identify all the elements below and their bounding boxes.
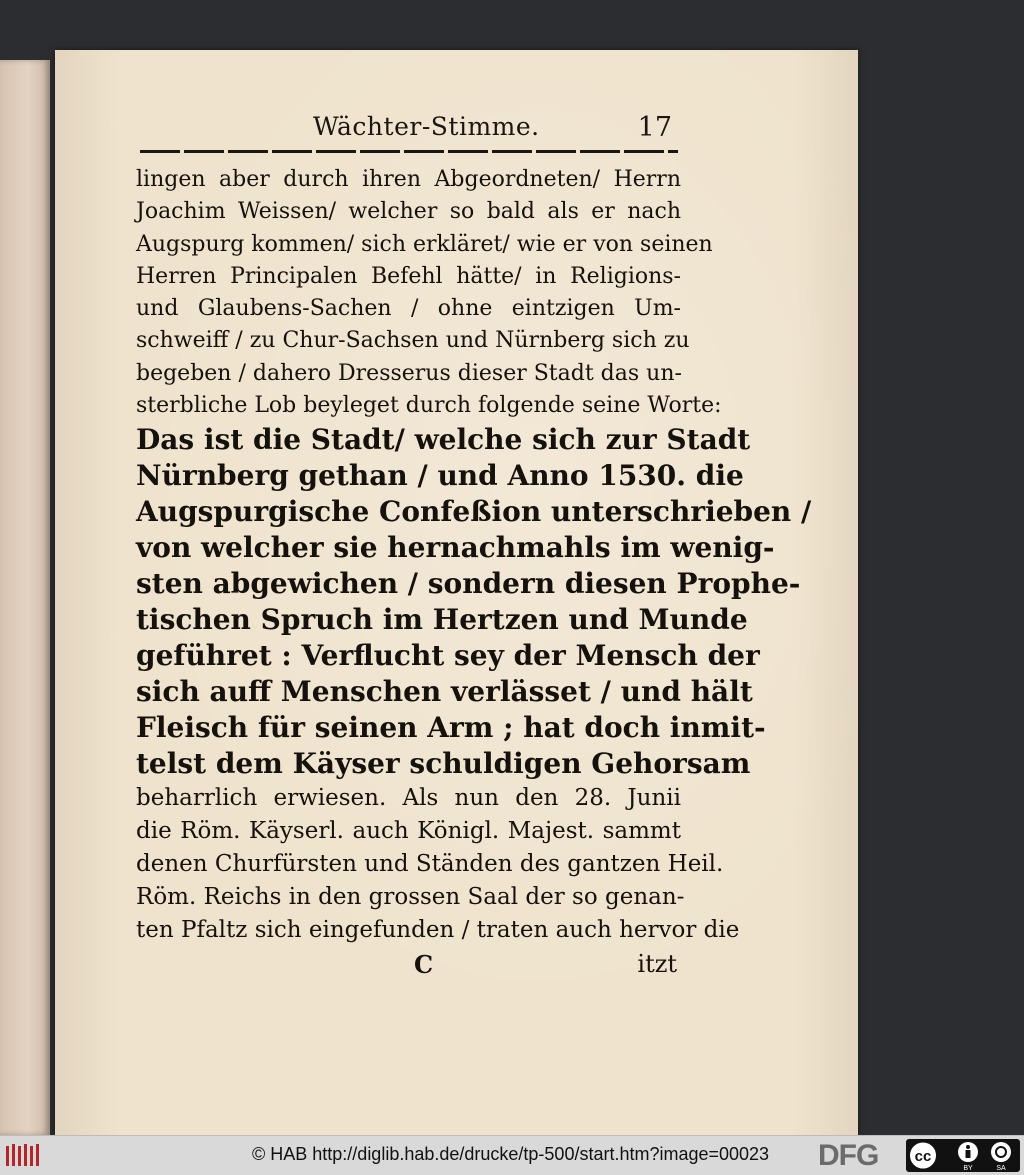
text-line: schweiff / zu Chur-Sachsen und Nürnberg sich zu: [136, 328, 690, 354]
signature-mark: C: [414, 950, 434, 979]
text-line: Röm. Reichs in den grossen Saal der so genan-: [136, 884, 685, 911]
body-text: [136, 164, 812, 947]
text-line: tischen Spruch im Hertzen und Munde: [136, 603, 748, 637]
text-line: lingen aber durch ihren Abgeordneten/ Herrn: [136, 167, 681, 192]
text-line: Augspurg kommen/ sich erkläret/ wie er von seinen: [136, 231, 713, 257]
creative-commons-icon: [909, 1142, 937, 1170]
text-line: telst dem Käyser schuldigen Gehorsam: [136, 747, 751, 781]
text-line: ten Pfaltz sich eingefunden / traten auch hervor die: [136, 917, 740, 944]
text-line: beharrlich erwiesen. Als nun den 28. Junii: [136, 785, 681, 812]
text-line: sich auff Menschen verlässet / und hält: [136, 675, 753, 709]
page-header: [140, 112, 680, 148]
text-line: sten abgewichen / sondern diesen Prophe-: [136, 567, 801, 601]
license-badge[interactable]: [906, 1139, 1020, 1172]
text-line: von welcher sie hernachmahls im wenig-: [136, 531, 775, 565]
share-alike-icon: [991, 1142, 1011, 1162]
header-rule: [140, 150, 678, 153]
text-line: Joachim Weissen/ welcher so bald als er nach: [136, 199, 681, 225]
text-line: denen Churfürsten und Ständen des gantzen Heil.: [136, 851, 724, 878]
text-line: und Glaubens-Sachen / ohne eintzigen Um-: [136, 296, 681, 322]
text-line: Nürnberg gethan / und Anno 1530. die: [136, 459, 744, 493]
text-line: Augspurgische Confeßion unterschrieben /: [136, 495, 812, 529]
attribution-icon: [958, 1142, 978, 1162]
text-line: die Röm. Käyserl. auch Königl. Majest. sammt: [136, 818, 681, 845]
source-link[interactable]: © HAB http://diglib.hab.de/drucke/tp-500/start.htm?image=00023: [252, 1144, 770, 1164]
text-line: begeben / dahero Dresserus dieser Stadt das un-: [136, 360, 682, 386]
text-line: Das ist die Stadt/ welche sich zur Stadt: [136, 423, 751, 457]
page-foot: [136, 950, 681, 982]
text-line: Herren Principalen Befehl hätte/ in Religions-: [136, 263, 681, 289]
viewer-footer: [0, 1135, 1024, 1175]
text-line: geführet : Verflucht sey der Mensch der: [136, 639, 760, 673]
svg-text:cc: cc: [914, 1148, 932, 1165]
dfg-logo: DFG: [818, 1139, 879, 1172]
license-label-by: BY: [963, 1165, 973, 1172]
adjacent-page-edge: [0, 60, 50, 1135]
catchword: itzt: [637, 950, 677, 978]
text-line: sterbliche Lob beyleget durch folgende seine Worte:: [136, 393, 722, 419]
page-number: 17: [637, 112, 672, 143]
library-logo-icon: [4, 1142, 42, 1168]
running-title: Wächter-Stimme.: [313, 112, 540, 141]
license-label-sa: SA: [996, 1165, 1006, 1172]
text-line: Fleisch für seinen Arm ; hat doch inmit-: [136, 711, 766, 745]
